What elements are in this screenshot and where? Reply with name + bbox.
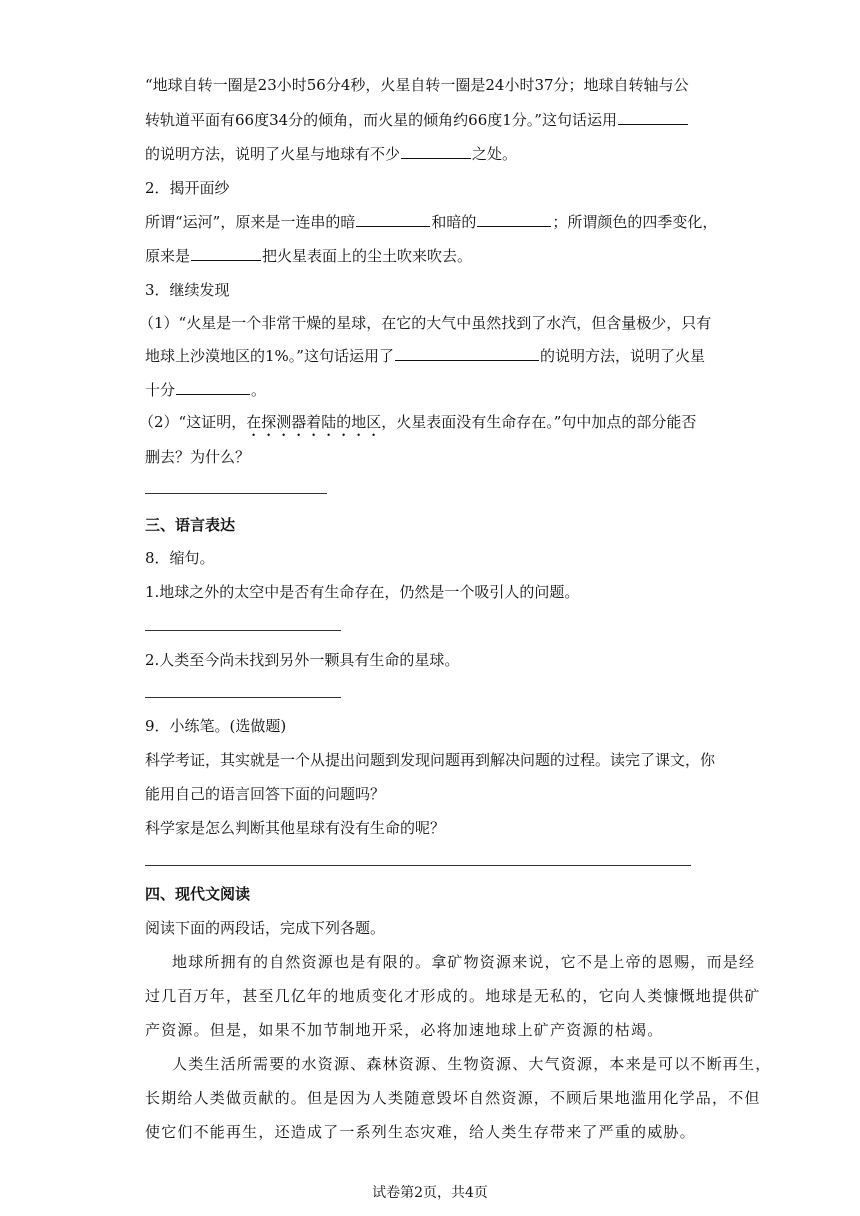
question-number: 8．缩句。: [145, 549, 215, 567]
question-text-line: （1）“火星是一个非常干燥的星球，在它的大气中虽然找到了水汽，但含量极少，只有: [139, 314, 712, 332]
answer-blank[interactable]: [191, 246, 261, 261]
answer-line[interactable]: [145, 865, 691, 866]
answer-blank[interactable]: [176, 380, 250, 395]
question-text-line: 阅读下面的两段话，完成下列各题。: [145, 919, 386, 937]
question-text-line: 科学考证，其实就是一个从提出问题到发现问题再到解决问题的过程。读完了课文，你: [145, 751, 716, 769]
question-text-line: 的说明方法，说明了火星与地球有不少 之处。: [145, 145, 518, 163]
question-text-line: 十分 。: [145, 381, 267, 399]
section-heading: 三、语言表达: [145, 516, 236, 534]
answer-line[interactable]: [145, 697, 341, 698]
answer-blank[interactable]: [618, 110, 688, 125]
question-text-line: 所谓“运河”，原来是一连串的暗 和暗的 ；所谓颜色的四季变化，: [145, 213, 718, 231]
answer-line[interactable]: [145, 493, 327, 494]
reading-passage-line: 产资源。但是，如果不加节制地开采，必将加速地球上矿产资源的枯竭。: [145, 1021, 664, 1039]
subsection-title: 3．继续发现: [145, 281, 230, 299]
question-text-line: 删去？为什么？: [145, 448, 251, 466]
question-text-line: 地球上沙漠地区的1%。”这句话运用了 的说明方法，说明了火星: [145, 347, 705, 365]
answer-blank[interactable]: [401, 144, 471, 159]
answer-blank[interactable]: [477, 212, 551, 227]
answer-blank[interactable]: [356, 212, 430, 227]
question-text-line: （2）“这证明，在探测器着陆的地区，火星表面没有生命存在。”句中加点的部分能否: [139, 413, 697, 431]
emphasized-phrase: 在探测器着陆的地区: [246, 413, 382, 431]
reading-passage-line: 过几百万年，甚至几亿年的地质变化才形成的。地球是无私的，它向人类慷慨地提供矿: [145, 987, 761, 1005]
reading-passage-line: 地球所拥有的自然资源也是有限的。拿矿物资源来说，它不是上帝的恩赐，而是经: [172, 953, 756, 971]
reading-passage-line: 长期给人类做贡献的。但是因为人类随意毁坏自然资源，不顾后果地滥用化学品，不但: [145, 1089, 761, 1107]
question-text-line: 转轨道平面有66度34分的倾角，而火星的倾角约66度1分。”这句话运用: [145, 110, 689, 130]
section-heading: 四、现代文阅读: [145, 885, 251, 903]
reading-passage-line: 人类生活所需要的水资源、森林资源、生物资源、大气资源，本来是可以不断再生，: [172, 1055, 772, 1073]
question-text-line: 原来是 把火星表面上的尘土吹来吹去。: [145, 247, 473, 265]
question-text-line: “地球自转一圈是23小时56分4秒，火星自转一圈是24小时37分；地球自转轴与公: [145, 76, 689, 94]
question-text-line: 科学家是怎么判断其他星球有没有生命的呢？: [145, 819, 446, 837]
reading-passage-line: 使它们不能再生，还造成了一系列生态灾难，给人类生存带来了严重的威胁。: [145, 1123, 696, 1141]
answer-blank[interactable]: [395, 346, 539, 361]
question-text-line: 2.人类至今尚未找到另外一颗具有生命的星球。: [145, 651, 460, 669]
question-text-line: 1.地球之外的太空中是否有生命存在，仍然是一个吸引人的问题。: [145, 583, 580, 601]
question-number: 9．小练笔。(选做题): [145, 717, 287, 735]
question-text-line: 能用自己的语言回答下面的问题吗？: [145, 785, 386, 803]
page-footer: 试卷第2页，共4页: [372, 1185, 488, 1201]
answer-line[interactable]: [145, 630, 341, 631]
subsection-title: 2．揭开面纱: [145, 179, 230, 197]
